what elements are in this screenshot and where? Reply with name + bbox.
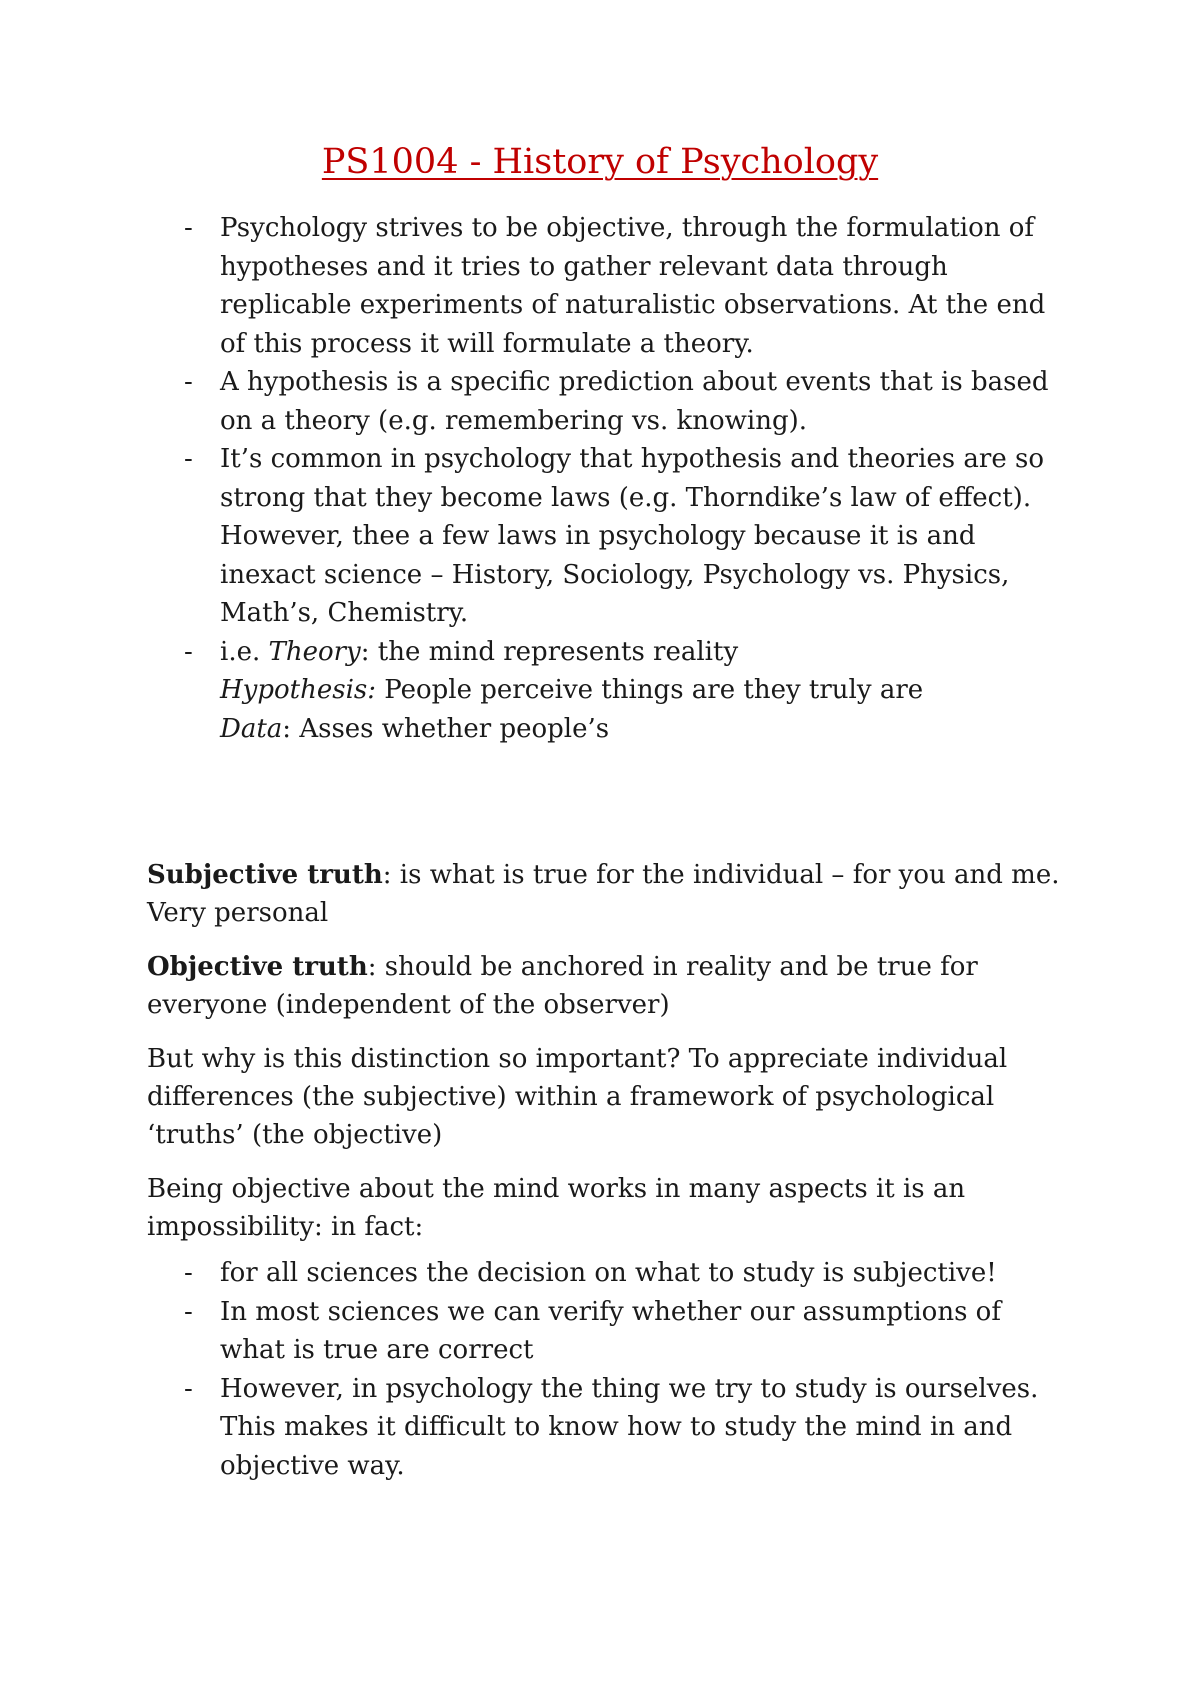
distinction-paragraph: But why is this distinction so important? To appreciate individual differences (the subjective) within a framework of psychological ‘truths’ (the objective)	[147, 1044, 1008, 1150]
list-item	[184, 209, 1064, 363]
data-text: : Asses whether people’s	[282, 713, 610, 744]
example-hypothesis-line	[220, 671, 1064, 710]
bullet-dash: -	[184, 1258, 193, 1288]
objective-truth-definition	[147, 948, 1077, 1024]
example-list-item	[184, 633, 1064, 749]
definition-term: Subjective truth	[147, 860, 383, 890]
objectivity-paragraph: Being objective about the mind works in many aspects it is an impossibility: in fact:	[147, 1174, 966, 1242]
intro-bullet-list	[184, 209, 1064, 748]
subjective-truth-definition	[147, 856, 1077, 932]
bullet-text: A hypothesis is a specific prediction about events that is based on a theory (e.g. remembering vs. knowing).	[220, 367, 1049, 436]
list-item	[184, 440, 1064, 633]
example-theory-line	[220, 633, 1064, 672]
example-prefix: i.e.	[220, 636, 269, 667]
list-item	[184, 1254, 1064, 1293]
list-item	[184, 1293, 1064, 1370]
bullet-dash: -	[184, 213, 193, 243]
bullet-dash: -	[184, 1296, 193, 1327]
bullet-dash: -	[184, 1373, 193, 1404]
bullet-text: for all sciences the decision on what to study is subjective!	[220, 1258, 997, 1288]
bullet-text: Psychology strives to be objective, through the formulation of hypotheses and it tries to gather relevant data through replicable experiments of naturalistic observations. At the end of this process it will formulate a theory.	[220, 213, 1046, 359]
definition-text: : should be anchored in reality and be true for everyone (independent of the observer)	[147, 952, 978, 1020]
theory-text: : the mind represents reality	[360, 636, 739, 667]
bullet-text: However, in psychology the thing we try to study is ourselves. This makes it difficult to know how to study the mind in and objective way.	[220, 1373, 1039, 1481]
definition-term: Objective truth	[147, 952, 368, 982]
data-label: Data	[220, 713, 283, 744]
closing-bullet-list	[184, 1254, 1064, 1485]
document-title: PS1004 - History of Psychology	[321, 142, 879, 182]
list-item	[184, 1370, 1064, 1486]
bullet-dash: -	[184, 636, 193, 667]
hypothesis-text: People perceive things are they truly are	[376, 675, 924, 705]
hypothesis-label: Hypothesis:	[220, 675, 376, 705]
theory-label: Theory	[268, 636, 361, 667]
bullet-text: It’s common in psychology that hypothesis and theories are so strong that they become laws (e.g. Thorndike’s law of effect). However, thee a few laws in psychology because it is and inexact science – History, Sociology, Psychology vs. Physics, Math’s, Chemistry.	[220, 444, 1044, 628]
list-item	[184, 363, 1064, 440]
bullet-text: In most sciences we can verify whether our assumptions of what is true are correct	[220, 1296, 1001, 1365]
definition-text: : is what is true for the individual – for you and me. Very personal	[147, 860, 1060, 928]
bullet-dash: -	[184, 367, 193, 397]
bullet-dash: -	[184, 444, 193, 474]
example-data-line	[220, 710, 1064, 749]
